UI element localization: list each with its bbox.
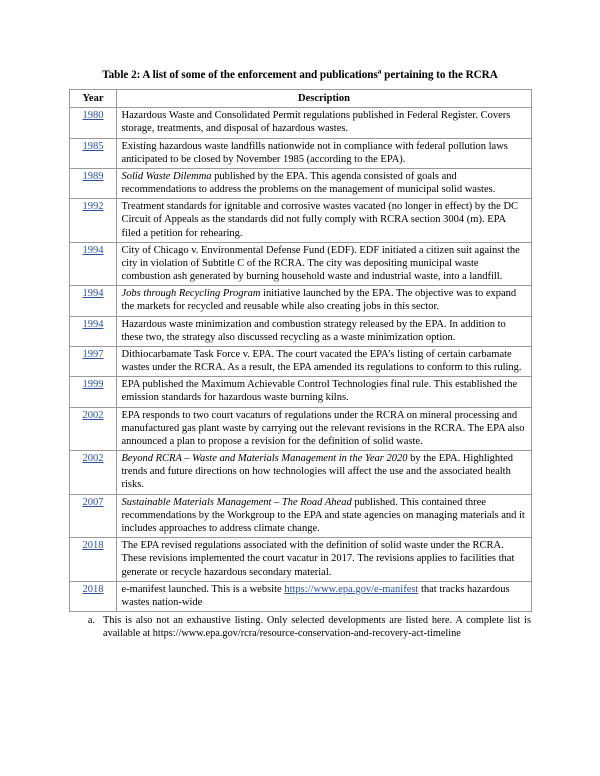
year-cell (69, 199, 116, 243)
description-cell (116, 108, 531, 138)
description-text: Hazardous Waste and Consolidated Permit regulations published in Federal Register. Covers storage, treatments, and disposal of hazardous wastes. (121, 110, 511, 135)
table-body (69, 108, 531, 612)
year-cell (69, 242, 116, 286)
publication-title: Solid Waste Dilemma (121, 170, 212, 182)
description-text: The EPA revised regulations associated with the definition of solid waste under the RCRA. These revisions implemented the court vacatur in 2017. The revisions applies to facilities that generate or recycle hazardous secondary material. (121, 540, 515, 578)
year-link[interactable]: 2007 (82, 496, 104, 508)
table-row (69, 168, 531, 198)
description-cell (116, 346, 531, 376)
description-text: EPA responds to two court vacaturs of regulations under the RCRA on mineral processing and manufactured gas plant waste by carrying out the relevant revisions in the RCRA. The EPA also announced a plan to propose a revision for the definition of solid waste. (121, 409, 525, 447)
year-cell (69, 494, 116, 538)
table-row (69, 407, 531, 451)
table-row (69, 138, 531, 168)
table-caption-prefix: Table 2: A list of some of the enforcement and publications (102, 69, 378, 81)
description-cell (116, 538, 531, 582)
table-row (69, 286, 531, 316)
table-caption-suffix: pertaining to the RCRA (381, 69, 498, 81)
table-row (69, 316, 531, 346)
year-link[interactable]: 2018 (82, 540, 104, 552)
column-header-description: Description (116, 90, 531, 108)
description-text: that tracks hazardous wastes nation-wide (121, 583, 510, 608)
table-row (69, 346, 531, 376)
year-link[interactable]: 1980 (82, 110, 104, 122)
table-row (69, 451, 531, 495)
year-link[interactable]: 2002 (82, 453, 104, 465)
year-cell (69, 286, 116, 316)
rcra-timeline-table (69, 89, 532, 612)
table-header-row (69, 90, 531, 108)
year-cell (69, 108, 116, 138)
description-cell (116, 316, 531, 346)
table-caption (0, 0, 600, 89)
year-cell (69, 316, 116, 346)
description-text: published. This contained three recommendations by the Workgroup to the EPA and state agencies on managing materials and it includes approaches to address climate change. (121, 496, 525, 534)
publication-title: Sustainable Materials Management – The Road Ahead (121, 496, 352, 508)
description-text: Dithiocarbamate Task Force v. EPA. The court vacated the EPA’s listing of certain carbamate wastes under the RCRA. As a result, the EPA amended its regulations to conform to this ruling. (121, 348, 522, 374)
year-link[interactable]: 1989 (82, 170, 104, 182)
year-cell (69, 168, 116, 198)
year-link[interactable]: 1994 (82, 244, 104, 256)
year-cell (69, 407, 116, 451)
year-link[interactable]: 1994 (82, 288, 104, 300)
year-cell (69, 451, 116, 495)
table-row (69, 377, 531, 407)
table-row (69, 494, 531, 538)
description-cell (116, 581, 531, 611)
description-cell (116, 138, 531, 168)
description-text: e-manifest launched. This is a website (121, 583, 285, 595)
publication-title: Jobs through Recycling Program (121, 288, 261, 300)
footnote-marker: a. (87, 615, 95, 627)
description-cell (116, 377, 531, 407)
description-text: Hazardous waste minimization and combustion strategy released by the EPA. In addition to these two, the strategy also discussed recycling as a waste minimization option. (121, 318, 506, 343)
description-text: City of Chicago v. Environmental Defense Fund (EDF). EDF initiated a citizen suit against the city in violation of Subtitle C of the RCRA. The city was depositing municipal waste combustion ash generated by burning household waste and industrial waste, into a landfill. (121, 244, 520, 283)
description-text: Treatment standards for ignitable and corrosive wastes vacated (no longer in effect) by the DC Circuit of Appeals as the standards did not fully comply with RCRA section 3004 (m). EPA filed a petition for rehearing. (121, 201, 519, 239)
year-link[interactable]: 2002 (82, 409, 104, 421)
table-row (69, 242, 531, 286)
description-cell (116, 242, 531, 286)
year-cell (69, 138, 116, 168)
footnote-reference-marker: a (377, 66, 382, 76)
footnote-text: This is also not an exhaustive listing. Only selected developments are listed here. A complete list is available at https://www.epa.gov/rcra/resource-conservation-and-recovery-act-timeline (103, 615, 531, 639)
description-text: initiative launched by the EPA. The objective was to expand the markets for recycled and reusable while also creating jobs in this sector. (121, 288, 517, 313)
year-link[interactable]: 1992 (82, 201, 104, 213)
year-cell (69, 581, 116, 611)
description-text: EPA published the Maximum Achievable Control Technologies final rule. This established the emission standards for hazardous waste burning kilns. (121, 379, 518, 404)
year-cell (69, 538, 116, 582)
year-link[interactable]: 1994 (82, 318, 104, 330)
year-link[interactable]: 1997 (82, 348, 104, 360)
description-cell (116, 407, 531, 451)
description-cell (116, 286, 531, 316)
column-header-year: Year (69, 90, 116, 108)
footnote (69, 615, 531, 641)
e-manifest-url-link[interactable]: https://www.epa.gov/e-manifest (284, 583, 419, 595)
description-cell (116, 199, 531, 243)
table-row (69, 199, 531, 243)
publication-title: Beyond RCRA – Waste and Materials Management in the Year 2020 (121, 453, 408, 465)
year-link[interactable]: 1985 (82, 140, 104, 152)
table-row (69, 538, 531, 582)
year-link[interactable]: 1999 (82, 379, 104, 391)
description-text: published by the EPA. This agenda consisted of goals and recommendations to address the problems on the management of municipal solid wastes. (121, 170, 496, 196)
table-row (69, 108, 531, 138)
year-link[interactable]: 2018 (82, 583, 104, 595)
description-cell (116, 168, 531, 198)
description-cell (116, 451, 531, 495)
description-cell (116, 494, 531, 538)
description-text: by the EPA. Highlighted trends and future directions on how technologies will affect the use and the associated health risks. (121, 453, 514, 491)
year-cell (69, 377, 116, 407)
description-text: Existing hazardous waste landfills nationwide not in compliance with federal pollution laws anticipated to be closed by November 1985 (according to the EPA). (121, 140, 508, 165)
table-row (69, 581, 531, 611)
year-cell (69, 346, 116, 376)
